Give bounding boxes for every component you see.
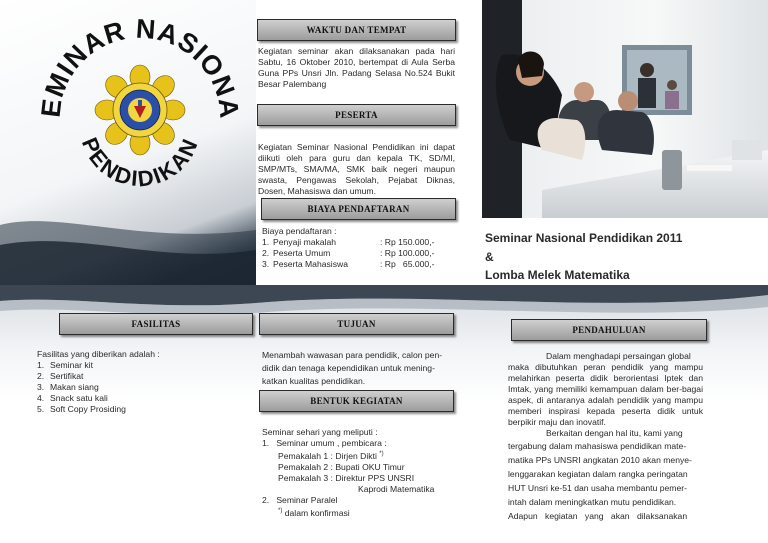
pendahuluan-block [508,351,703,523]
fee-row [262,248,462,259]
pendahuluan-line: HUT Unsri ke-51 dan usaha membantu pemer- [508,483,687,493]
pendahuluan-line: tergabung dalam mahasiswa pendidikan mate- [508,441,687,451]
fasilitas-block [37,349,247,415]
tujuan-heading-text: TUJUAN [337,319,376,329]
biaya-intro: Biaya pendaftaran : [262,226,337,236]
pemakalah-1: Pemakalah 1 : Dirjen Dikti *) [278,450,384,461]
biaya-heading [261,198,456,220]
cover-title-line1: Seminar Nasional Pendidikan 2011 [485,231,683,245]
list-item: 4. Snack satu kali [37,393,108,403]
waktu-heading-text: WAKTU DAN TEMPAT [306,25,407,35]
pendahuluan-heading-text: PENDAHULUAN [572,325,646,335]
tujuan-heading [259,313,454,335]
cover-title-line3: Lomba Melek Matematika [485,268,630,282]
logo-arc-bottom-text: PENDIDIKAN [76,133,204,192]
waktu-heading [257,19,456,41]
biaya-block [262,226,462,270]
bentuk-block [262,427,467,519]
bentuk-intro: Seminar sehari yang meliputi : [262,427,378,437]
meeting-room-image-icon [482,0,768,218]
fee-label: Peserta Mahasiswa [273,259,348,269]
seminar-logo [40,18,240,203]
bentuk-heading [259,390,454,412]
fasilitas-heading [59,313,253,335]
fee-number: 3. [262,259,270,269]
list-item: 3. Makan siang [37,382,99,392]
fee-amount: : Rp 100.000,- [380,248,435,258]
list-item: 1. Seminar kit [37,360,93,370]
pendahuluan-line: intah dalam meningkatkan mutu pendidikan. [508,497,677,507]
pendahuluan-line: Adapun kegiatan yang akan dilaksanakan [508,511,688,521]
fee-amount: : Rp 65.000,- [380,259,435,269]
peserta-heading [257,104,456,126]
bentuk-item-1: 1. Seminar umum , pembicara : [262,438,387,448]
pemakalah-2: Pemakalah 2 : Bupati OKU Timur [278,461,405,472]
logo-emblem-icon [40,18,240,203]
cover-title-line2: & [485,250,494,264]
pemakalah-3-continued: Kaprodi Matematika [358,483,435,494]
tujuan-line: didik dan tenaga kependidikan untuk mening- [262,363,435,373]
logo-arc-top-text: MINAR NASION [40,18,240,102]
fee-number: 2. [262,248,270,258]
pendahuluan-line: matika PPs UNSRI angkatan 2010 akan menye- [508,455,692,465]
bentuk-item-2: 2. Seminar Paralel [262,494,338,505]
pendahuluan-para1: maka dibutuhkan peran pendidik yang mampu melahirkan peserta didik berorientasi Iptek dan Imtak, yang memiliki kemampuan dalam ber-bagai aspek, di antaranya adalah pendidik yang mampu memberi inspirasi kepada peserta didik untuk berpikir maju dan inovatif. [508,362,703,427]
waktu-text: Kegiatan seminar akan dilaksanakan pada hari Sabtu, 16 Oktober 2010, bertempat di Aula Serba Guna PPs Unsri Jln. Padang Selasa No.524 Bukit Besar Palembang [258,46,455,89]
pendahuluan-line: lenggarakan kegiatan dalam rangka peringatan [508,469,688,479]
pendahuluan-heading [511,319,707,341]
fee-label: Peserta Umum [273,248,331,258]
bentuk-heading-text: BENTUK KEGIATAN [310,396,403,406]
wave-decoration-left [0,205,256,285]
tujuan-line: Menambah wawasan para pendidik, calon pen- [262,350,443,360]
pendahuluan-para2 [508,439,703,523]
pemakalah-3: Pemakalah 3 : Direktur PPS UNSRI [278,472,415,483]
university-emblem-icon [95,65,185,155]
peserta-heading-text: PESERTA [335,110,378,120]
tujuan-text [262,349,462,388]
pendahuluan-para2-first: Berkaitan dengan hal itu, kami yang [546,428,683,438]
fee-amount: : Rp 150.000,- [380,237,435,247]
tujuan-line: katkan kualitas pendidikan. [262,376,366,386]
fee-row [262,259,462,270]
fasilitas-heading-text: FASILITAS [131,319,181,329]
fee-number: 1. [262,237,270,247]
list-item: 2. Sertifikat [37,371,84,381]
biaya-heading-text: BIAYA PENDAFTARAN [307,204,410,214]
fasilitas-intro: Fasilitas yang diberikan adalah : [37,349,160,359]
list-item: 5. Soft Copy Prosiding [37,404,126,414]
fee-label: Penyaji makalah [273,237,337,247]
pendahuluan-para1-first: Dalam menghadapi persaingan global [546,351,691,361]
peserta-text: Kegiatan Seminar Nasional Pendidikan ini dapat diikuti oleh para guru dan kepala TK, SD/MI, SMP/MTs, SMA/MA, SMK baik negeri maupun swasta, Pengawas Sekolah, Pejabat Diknas, Dosen, Mahasiswa dan umum. [258,142,455,196]
fasilitas-list [37,360,247,415]
fee-row [262,237,462,248]
bentuk-note: *) dalam konfirmasi [278,507,350,518]
meeting-photo [482,0,768,218]
